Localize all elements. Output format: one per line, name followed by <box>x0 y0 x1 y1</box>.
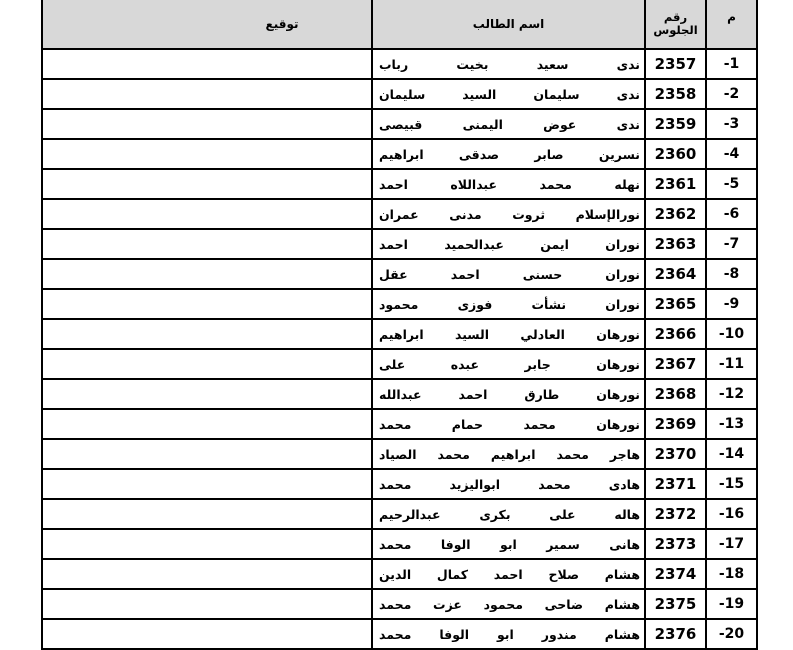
seat-number: 2376 <box>645 619 706 649</box>
row-number: -8 <box>706 259 757 289</box>
student-name: نوران ايمن عبدالحميد احمد <box>372 229 645 259</box>
signature-cell <box>42 259 372 289</box>
signature-cell <box>42 289 372 319</box>
row-number: -7 <box>706 229 757 259</box>
signature-cell <box>42 229 372 259</box>
row-number: -19 <box>706 589 757 619</box>
table-row <box>42 559 757 589</box>
students-table <box>41 0 758 650</box>
student-name: نوران حسنى احمد عقل <box>372 259 645 289</box>
table-row <box>42 169 757 199</box>
seat-number: 2369 <box>645 409 706 439</box>
seat-number: 2360 <box>645 139 706 169</box>
row-number: -2 <box>706 79 757 109</box>
signature-cell <box>42 349 372 379</box>
signature-cell <box>42 469 372 499</box>
seat-number: 2373 <box>645 529 706 559</box>
row-number: -13 <box>706 409 757 439</box>
student-name: نورهان طارق احمد عبدالله <box>372 379 645 409</box>
student-name: هاجر محمد ابراهيم محمد الصياد <box>372 439 645 469</box>
table-row <box>42 259 757 289</box>
signature-cell <box>42 109 372 139</box>
signature-cell <box>42 139 372 169</box>
student-name: ندى سليمان السيد سليمان <box>372 79 645 109</box>
signature-cell <box>42 529 372 559</box>
student-name: هاله على بكرى عبدالرحيم <box>372 499 645 529</box>
student-name: هشام صلاح احمد كمال الدين <box>372 559 645 589</box>
table-row <box>42 529 757 559</box>
signature-cell <box>42 589 372 619</box>
student-name: هانى سمير ابو الوفا محمد <box>372 529 645 559</box>
student-name: ندى عوض اليمنى قبيصى <box>372 109 645 139</box>
row-number: -16 <box>706 499 757 529</box>
table-row <box>42 289 757 319</box>
signature-cell <box>42 619 372 649</box>
table-row <box>42 49 757 79</box>
row-number: -12 <box>706 379 757 409</box>
row-number: -4 <box>706 139 757 169</box>
seat-number: 2359 <box>645 109 706 139</box>
row-number: -10 <box>706 319 757 349</box>
seat-number: 2371 <box>645 469 706 499</box>
row-number: -20 <box>706 619 757 649</box>
student-name: نوران نشأت فوزى محمود <box>372 289 645 319</box>
seat-number: 2357 <box>645 49 706 79</box>
student-name: نسرين صابر صدقى ابراهيم <box>372 139 645 169</box>
signature-cell <box>42 439 372 469</box>
signature-cell <box>42 559 372 589</box>
table-row <box>42 379 757 409</box>
student-name: نورهان العادلي السيد ابراهيم <box>372 319 645 349</box>
signature-cell <box>42 199 372 229</box>
row-number: -1 <box>706 49 757 79</box>
signature-cell <box>42 169 372 199</box>
signature-cell <box>42 499 372 529</box>
signature-cell <box>42 409 372 439</box>
seat-number: 2375 <box>645 589 706 619</box>
table-row <box>42 109 757 139</box>
row-number: -9 <box>706 289 757 319</box>
table-row <box>42 79 757 109</box>
row-number: -5 <box>706 169 757 199</box>
signature-cell <box>42 49 372 79</box>
signature-cell <box>42 319 372 349</box>
seat-number: 2374 <box>645 559 706 589</box>
seat-number: 2365 <box>645 289 706 319</box>
student-name: هشام مندور ابو الوفا محمد <box>372 619 645 649</box>
table-row <box>42 229 757 259</box>
attendance-sheet <box>41 0 756 650</box>
row-number: -6 <box>706 199 757 229</box>
table-row <box>42 199 757 229</box>
table-row <box>42 319 757 349</box>
header-student-name: اسم الطالب <box>372 0 645 49</box>
seat-number: 2367 <box>645 349 706 379</box>
seat-number: 2362 <box>645 199 706 229</box>
row-number: -3 <box>706 109 757 139</box>
table-row <box>42 139 757 169</box>
table-row <box>42 349 757 379</box>
row-number: -17 <box>706 529 757 559</box>
table-row <box>42 409 757 439</box>
table-row <box>42 499 757 529</box>
student-name: ندى سعيد بخيت رباب <box>372 49 645 79</box>
student-name: نورهان محمد حمام محمد <box>372 409 645 439</box>
table-body <box>42 49 757 649</box>
header-seat-line2: الجلوس <box>653 23 698 37</box>
seat-number: 2372 <box>645 499 706 529</box>
student-name: هادى محمد ابواليزيد محمد <box>372 469 645 499</box>
header-signature: توقيع <box>42 0 372 49</box>
header-number: م <box>706 0 757 49</box>
header-seat-number <box>645 0 706 49</box>
row-number: -11 <box>706 349 757 379</box>
seat-number: 2366 <box>645 319 706 349</box>
table-row <box>42 619 757 649</box>
signature-cell <box>42 379 372 409</box>
seat-number: 2358 <box>645 79 706 109</box>
table-row <box>42 439 757 469</box>
row-number: -18 <box>706 559 757 589</box>
table-row <box>42 469 757 499</box>
student-name: نورهان جابر عبده على <box>372 349 645 379</box>
row-number: -15 <box>706 469 757 499</box>
seat-number: 2361 <box>645 169 706 199</box>
row-number: -14 <box>706 439 757 469</box>
student-name: نهله محمد عبداللاه احمد <box>372 169 645 199</box>
table-row <box>42 589 757 619</box>
seat-number: 2364 <box>645 259 706 289</box>
seat-number: 2368 <box>645 379 706 409</box>
student-name: نورالإسلام ثروت مدنى عمران <box>372 199 645 229</box>
table-header-row <box>42 0 757 49</box>
signature-cell <box>42 79 372 109</box>
seat-number: 2363 <box>645 229 706 259</box>
header-seat-line1: رقم <box>663 10 688 24</box>
student-name: هشام ضاحى محمود عزت محمد <box>372 589 645 619</box>
seat-number: 2370 <box>645 439 706 469</box>
